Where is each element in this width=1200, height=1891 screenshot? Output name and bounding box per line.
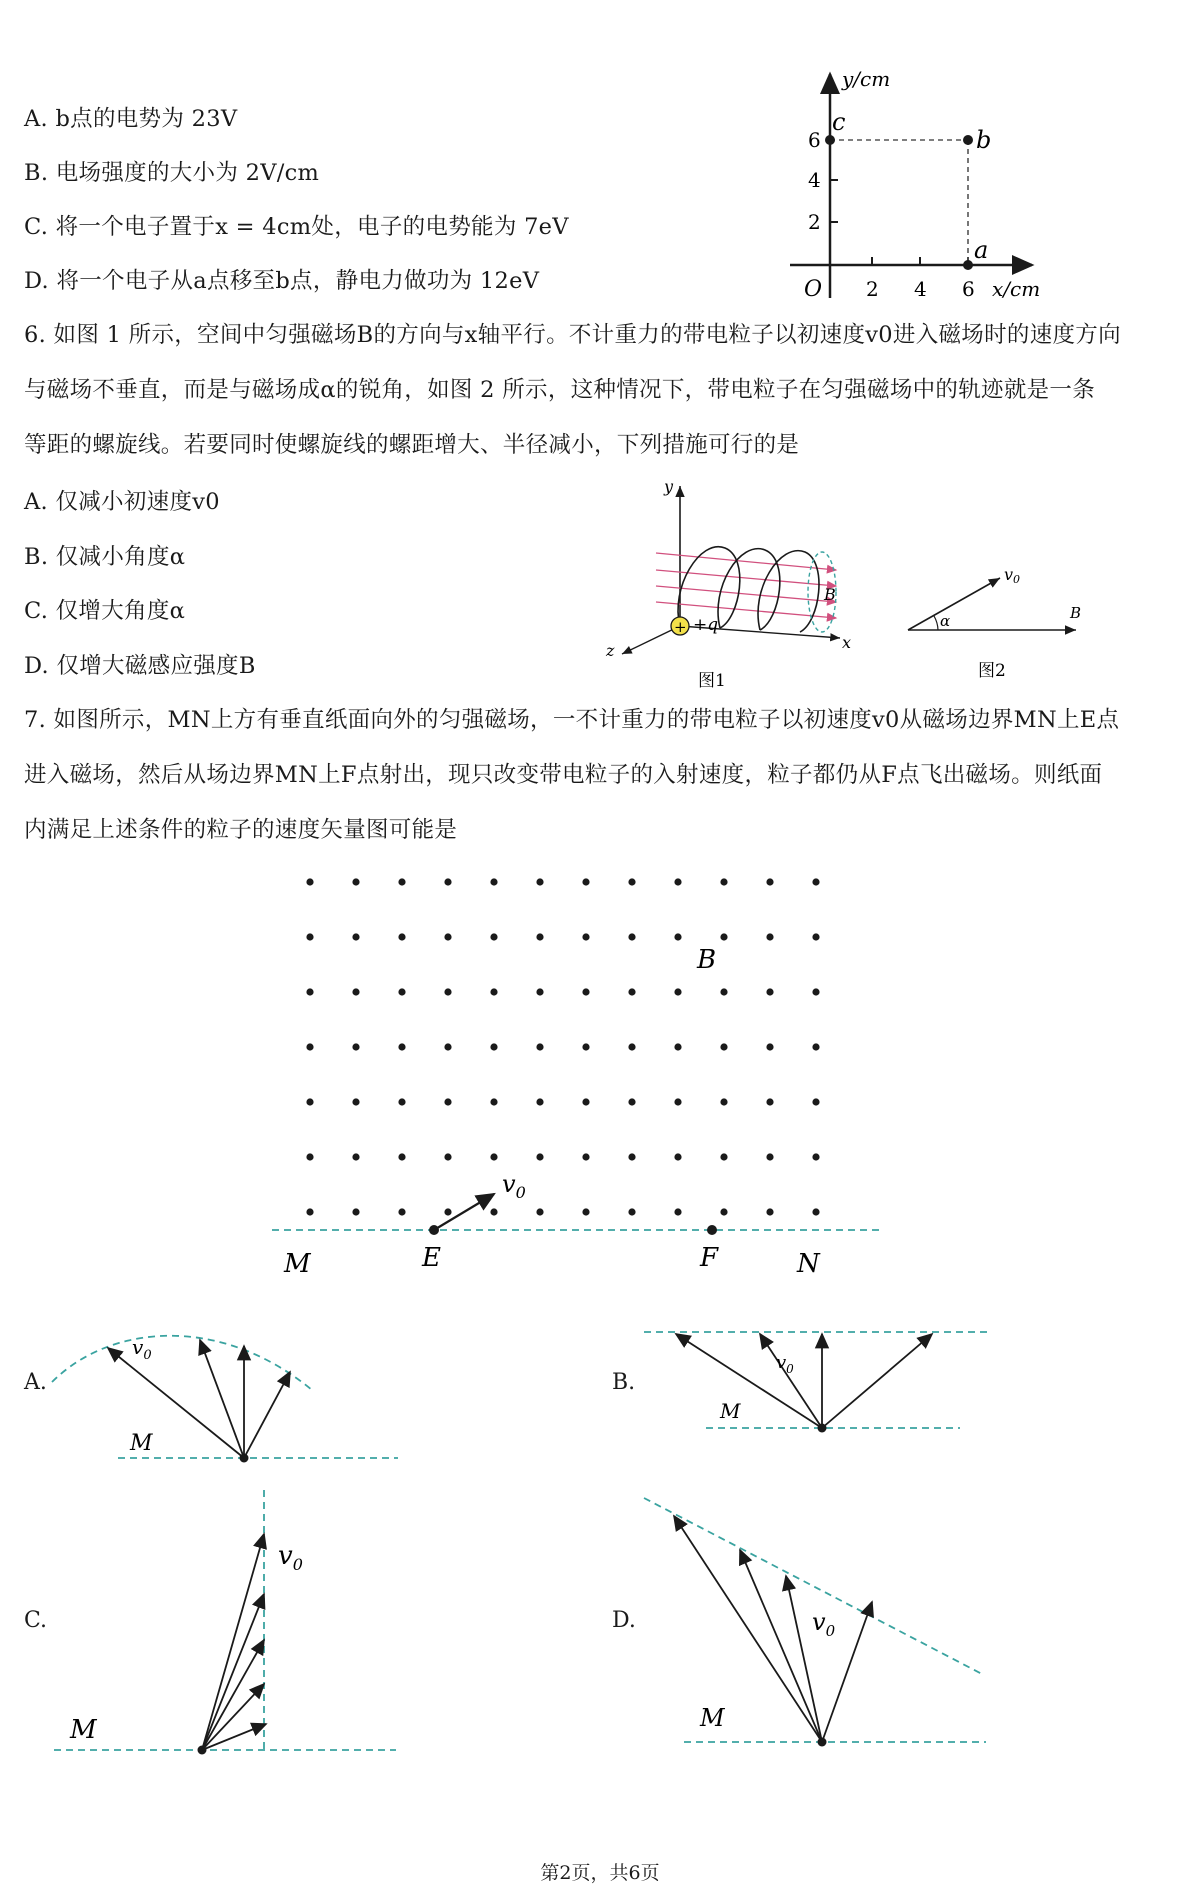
field-dot [490, 1153, 497, 1160]
q5-coordinate-graph [780, 68, 1080, 308]
y-tick-4: 4 [808, 168, 821, 192]
field-dot [582, 1098, 589, 1105]
field-dot [766, 1208, 773, 1215]
field-dot [444, 878, 451, 885]
fig1-charge-label: +q [693, 615, 719, 635]
svg-text:M: M [130, 1431, 153, 1456]
field-dot [674, 1153, 681, 1160]
field-dot [536, 1208, 543, 1215]
field-dot [812, 1153, 819, 1160]
y-tick-2: 2 [808, 210, 821, 234]
field-dot [582, 1043, 589, 1050]
field-dot [306, 1098, 313, 1105]
field-dot [674, 933, 681, 940]
field-dot [766, 1098, 773, 1105]
field-dot [490, 1098, 497, 1105]
field-dot [628, 988, 635, 995]
v0-arrow [434, 1194, 494, 1230]
field-dot [444, 933, 451, 940]
q6-option-c: C. 仅增大角度α [24, 598, 186, 624]
field-dot [812, 1043, 819, 1050]
field-dot [582, 933, 589, 940]
fig2-caption: 图2 [978, 661, 1006, 681]
field-dot [490, 1043, 497, 1050]
field-dot [444, 1098, 451, 1105]
fig2-b-label: B [1070, 604, 1082, 622]
svg-text:v0: $v_0$ [776, 1352, 794, 1376]
q7-option-d-diagram [640, 1494, 1000, 1754]
field-dot [306, 1153, 313, 1160]
q5-option-c: C. 将一个电子置于x = 4cm处，电子的电势能为 7eV [24, 214, 569, 240]
q6-figure1-helix [600, 477, 880, 691]
field-dot [812, 933, 819, 940]
field-dots [306, 878, 819, 1215]
origin-label: O [804, 277, 823, 302]
q6-figure2-angle [900, 565, 1100, 688]
field-dot [720, 988, 727, 995]
field-dot [812, 988, 819, 995]
q6-stem-line3: 等距的螺旋线。若要同时使螺旋线的螺距增大、半径减小，下列措施可行的是 [24, 432, 800, 458]
field-dot [352, 988, 359, 995]
q6-option-b: B. 仅减小角度α [24, 544, 186, 570]
field-dot [628, 1208, 635, 1215]
fig1-y-label: y [664, 477, 674, 496]
field-dot [352, 1043, 359, 1050]
q6-stem-line1: 6. 如图 1 所示，空间中匀强磁场B的方向与x轴平行。不计重力的带电粒子以初速度v0进入磁场时的速度方向 [24, 322, 1121, 348]
field-dot [628, 878, 635, 885]
field-dot [720, 1098, 727, 1105]
field-dot [490, 1208, 497, 1215]
field-dot [720, 1208, 727, 1215]
q7-option-b-diagram [640, 1320, 1000, 1460]
page-footer: 第2页，共6页 [540, 1862, 660, 1884]
field-dot [536, 1153, 543, 1160]
field-dot [720, 878, 727, 885]
n-label: N [797, 1249, 820, 1279]
field-dot [628, 1043, 635, 1050]
fig1-x-label: x [842, 633, 852, 652]
y-axis-label: y/cm [842, 67, 891, 91]
field-dot [490, 988, 497, 995]
field-dot [398, 1098, 405, 1105]
q7-stem-line3: 内满足上述条件的粒子的速度矢量图可能是 [24, 817, 458, 843]
point-c [825, 135, 835, 145]
field-dot [536, 878, 543, 885]
svg-text:v0: $v_0$ [278, 1541, 303, 1574]
field-dot [306, 1208, 313, 1215]
field-dot [536, 933, 543, 940]
q7-magnetic-field-diagram [270, 860, 910, 1280]
field-dot [306, 878, 313, 885]
label-c: c [832, 108, 846, 136]
field-dot [674, 1043, 681, 1050]
svg-text:M: M [700, 1704, 725, 1732]
field-dot [720, 1043, 727, 1050]
field-dot [628, 1153, 635, 1160]
field-dot [674, 1208, 681, 1215]
q6-option-d: D. 仅增大磁感应强度B [24, 653, 256, 679]
field-dot [398, 1153, 405, 1160]
field-dot [352, 933, 359, 940]
b-label: B [697, 945, 717, 975]
fig1-caption: 图1 [698, 671, 726, 691]
field-dot [490, 933, 497, 940]
e-label: E [422, 1243, 441, 1273]
field-dot [490, 878, 497, 885]
m-label: M [284, 1249, 311, 1279]
q7-option-a-label: A. [24, 1370, 47, 1395]
field-dot [766, 1043, 773, 1050]
q7-stem-line2: 进入磁场，然后从场边界MN上F点射出，现只改变带电粒子的入射速度，粒子都仍从F点飞出磁场。则纸面 [24, 762, 1103, 788]
f-label: F [700, 1243, 719, 1273]
fig1-b-label: B [824, 585, 836, 604]
field-dot [720, 933, 727, 940]
q5-option-d: D. 将一个电子从a点移至b点，静电力做功为 12eV [24, 268, 540, 294]
field-dot [674, 1098, 681, 1105]
q7-option-c-label: C. [24, 1608, 48, 1633]
point-b [963, 135, 973, 145]
field-dot [812, 1098, 819, 1105]
x-tick-2: 2 [866, 277, 879, 301]
q6-option-a: A. 仅减小初速度v0 [24, 489, 220, 515]
field-dot [398, 988, 405, 995]
field-dot [766, 933, 773, 940]
x-tick-6: 6 [962, 277, 975, 301]
field-dot [628, 933, 635, 940]
field-dot [398, 933, 405, 940]
field-dot [582, 878, 589, 885]
point-a [963, 260, 973, 270]
svg-text:v0: $v_0$ [812, 1608, 836, 1640]
q7-option-b-label: B. [612, 1370, 636, 1395]
field-dot [444, 1043, 451, 1050]
field-dot [812, 878, 819, 885]
field-dot [720, 1153, 727, 1160]
q7-option-a-diagram [50, 1310, 390, 1470]
field-dot [582, 988, 589, 995]
field-dot [766, 1153, 773, 1160]
svg-text:M: M [720, 1399, 741, 1423]
fig1-z-label: z [606, 641, 615, 660]
field-dot [352, 1208, 359, 1215]
v0-label: $v_0$ [502, 1170, 526, 1202]
field-dot [444, 988, 451, 995]
field-dot [582, 1153, 589, 1160]
field-dot [306, 988, 313, 995]
field-dot [398, 878, 405, 885]
field-dot [536, 1043, 543, 1050]
x-axis-label: x/cm [992, 277, 1041, 301]
field-dot [398, 1208, 405, 1215]
q7-stem-line1: 7. 如图所示，MN上方有垂直纸面向外的匀强磁场，一不计重力的带电粒子以初速度v0从磁场边界MN上E点 [24, 707, 1120, 733]
field-dot [352, 1098, 359, 1105]
field-dot [536, 988, 543, 995]
q6-stem-line2: 与磁场不垂直，而是与磁场成α的锐角，如图 2 所示，这种情况下，带电粒子在匀强磁场中的轨迹就是一条 [24, 377, 1096, 403]
field-dot [766, 988, 773, 995]
q7-option-c-diagram [50, 1488, 410, 1758]
field-dot [306, 933, 313, 940]
point-f [707, 1225, 717, 1235]
label-a: a [974, 236, 989, 264]
field-dot [674, 878, 681, 885]
fig2-v0-label: v0 [1004, 565, 1021, 586]
field-dot [352, 878, 359, 885]
fig2-alpha-label: α [940, 612, 951, 630]
field-dot [628, 1098, 635, 1105]
field-dot [306, 1043, 313, 1050]
label-b: b [976, 126, 992, 154]
field-dot [582, 1208, 589, 1215]
field-dot [812, 1208, 819, 1215]
svg-text:v0: $v_0$ [132, 1335, 152, 1363]
field-dot [766, 878, 773, 885]
svg-text:+: + [674, 618, 687, 636]
field-dot [536, 1098, 543, 1105]
q5-option-b: B. 电场强度的大小为 2V/cm [24, 160, 320, 186]
field-dot [352, 1153, 359, 1160]
field-dot [444, 1153, 451, 1160]
field-dot [398, 1043, 405, 1050]
q5-option-a: A. b点的电势为 23V [24, 106, 238, 132]
svg-text:M: M [70, 1715, 97, 1745]
q7-option-d-label: D. [612, 1608, 636, 1633]
y-tick-6: 6 [808, 128, 821, 152]
field-dot [674, 988, 681, 995]
field-dot [444, 1208, 451, 1215]
x-tick-4: 4 [914, 277, 927, 301]
